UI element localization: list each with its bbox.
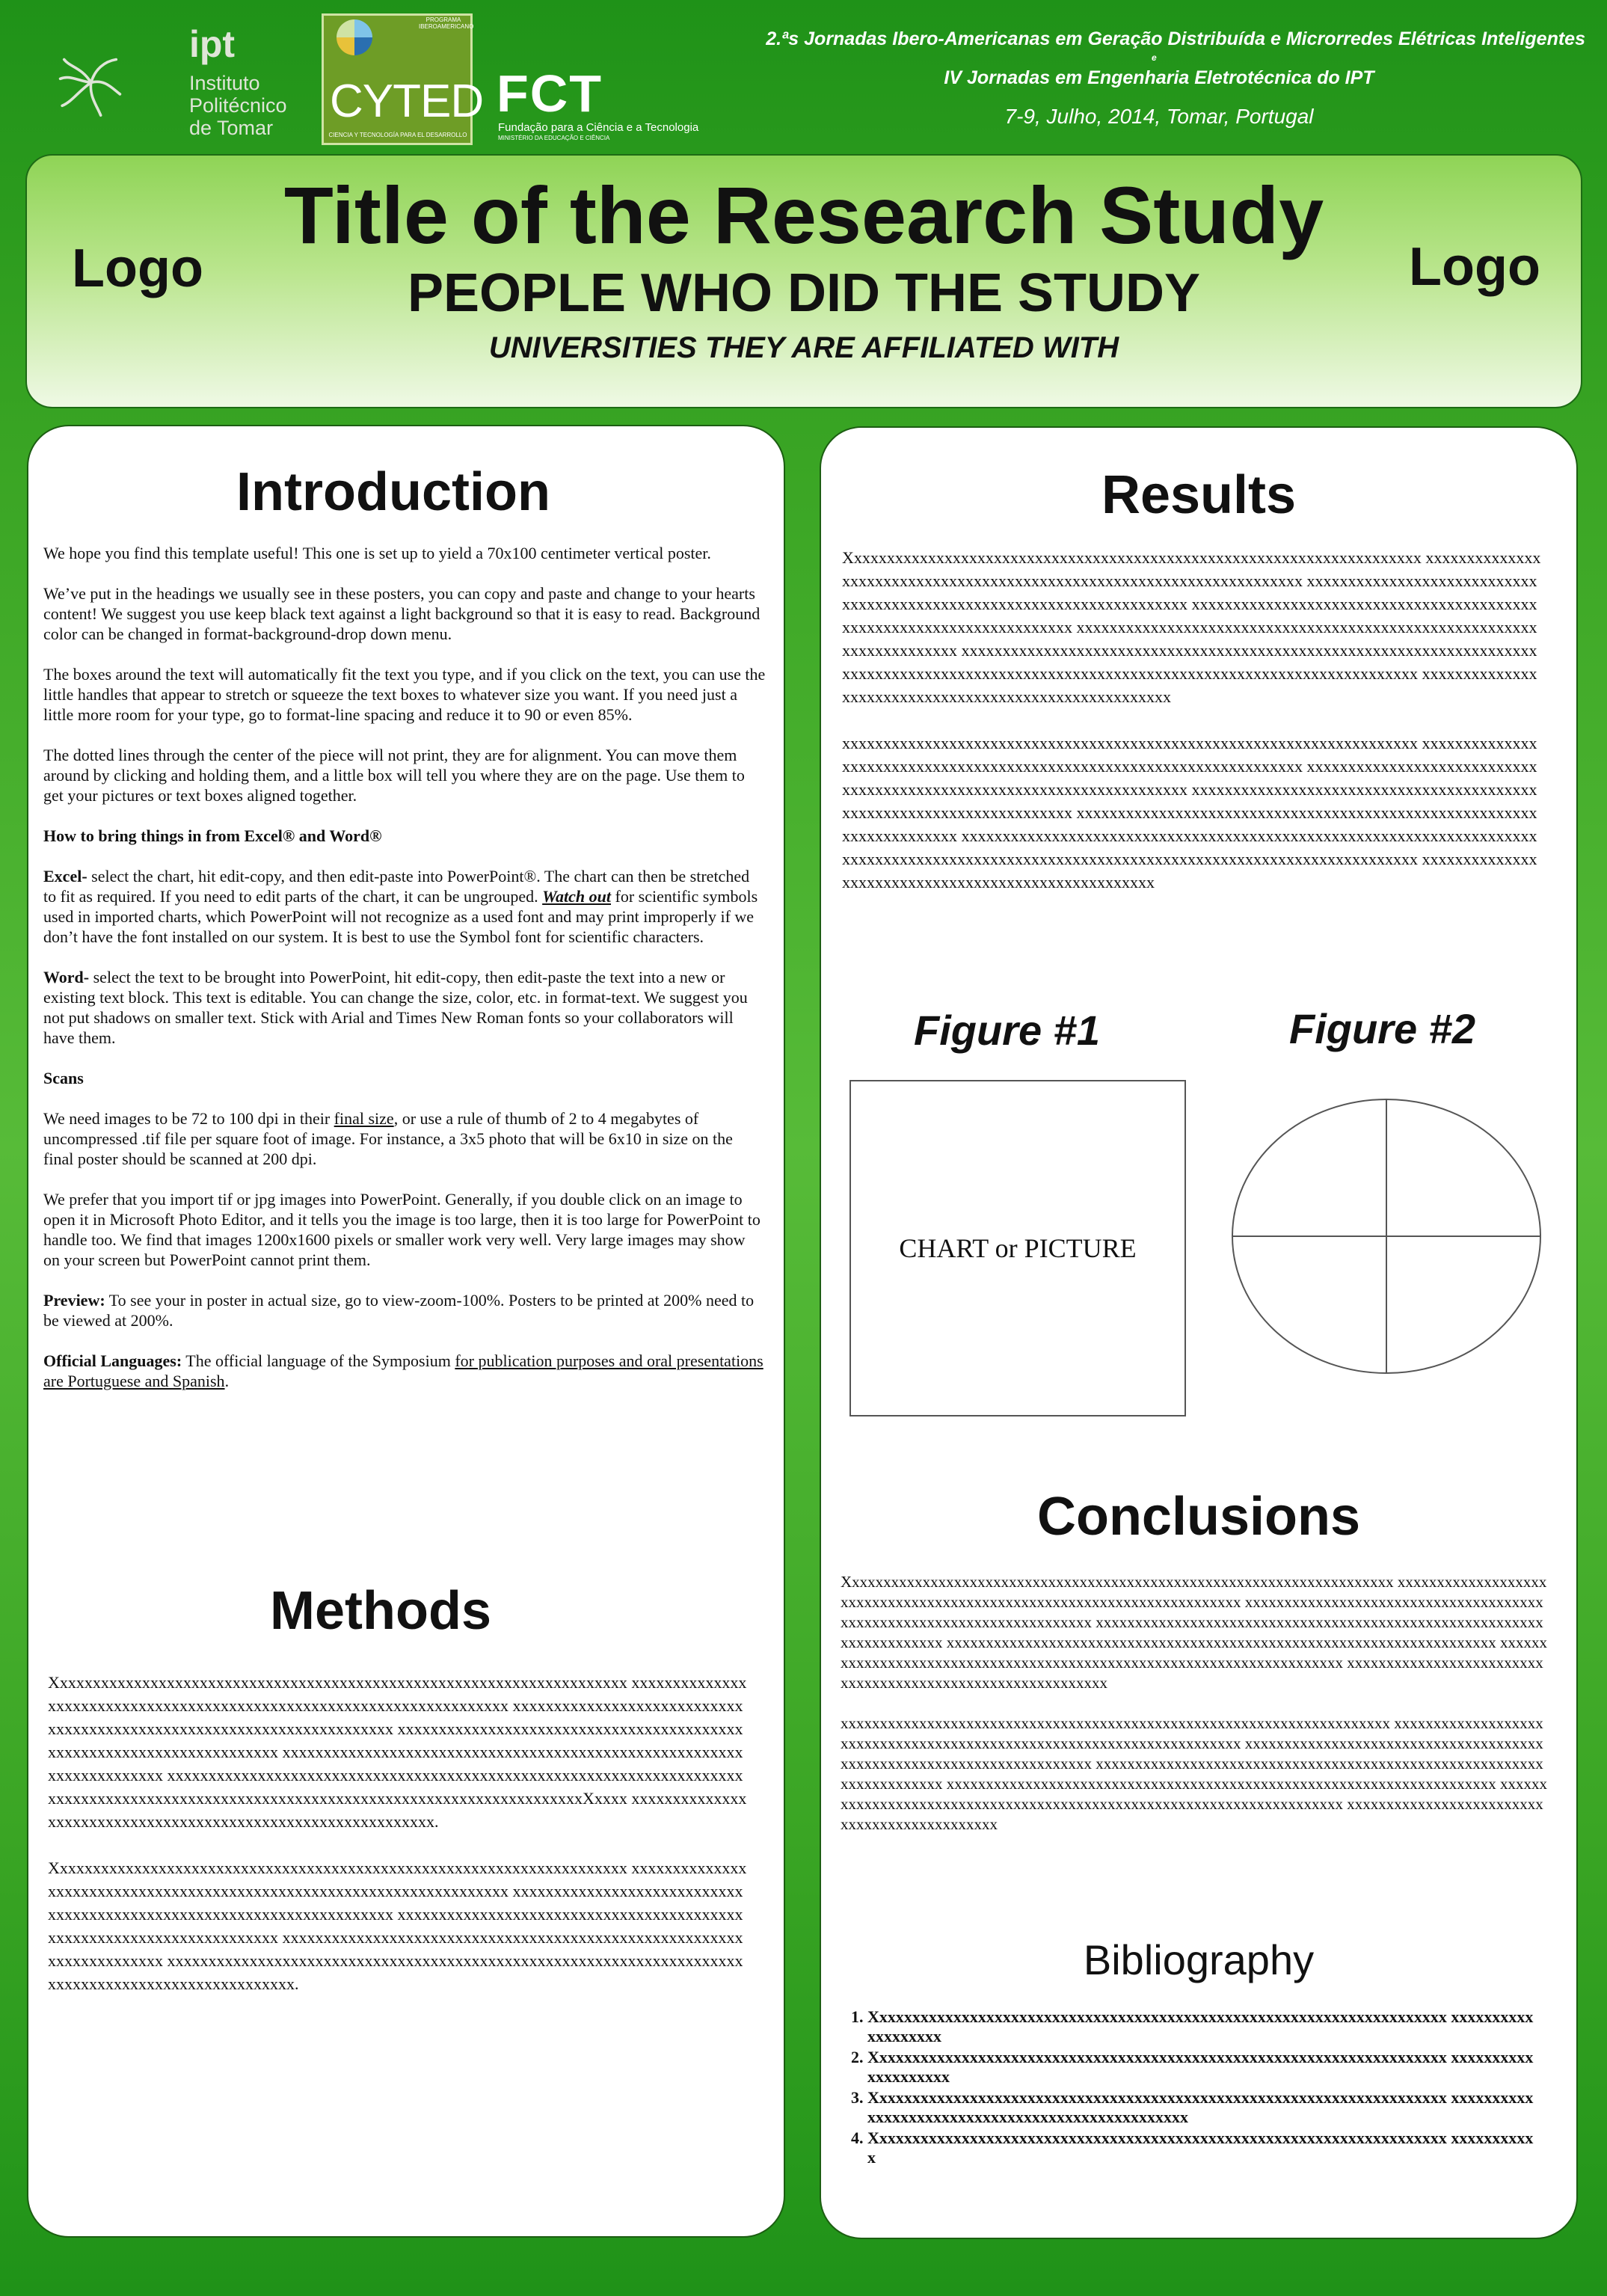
methods-heading: Methods [270, 1581, 491, 1641]
cyted-wordmark: CYTED [330, 76, 484, 127]
excel-label: Excel- [43, 867, 87, 885]
fct-wordmark: FCT [497, 64, 603, 123]
scans-text: We need images to be 72 to 100 dpi in their [43, 1109, 334, 1128]
languages-text: The official language of the Symposium [182, 1351, 455, 1370]
conference-conjunction: e [1152, 52, 1157, 63]
bibliography-item: 4. Xxxxxxxxxxxxxxxxxxxxxxxxxxxxxxxxxxxxxxxxxxxxxxxxxxxxxxxxxxxxxxxxxxxxxx xxxxxxxxxxx [867, 2128, 1540, 2167]
logo-placeholder-right: Logo [1409, 237, 1540, 297]
bibliography-list [845, 2007, 1540, 2169]
results-paragraph: Xxxxxxxxxxxxxxxxxxxxxxxxxxxxxxxxxxxxxxxxxxxxxxxxxxxxxxxxxxxxxxxxxxxxxx xxxxxxxxxxxxxxxxxxxxxxxxxxxxxxxxxxxxxxxxxxxxxxxxxxxxxxxxxxxxxxxxxxxxxx xxxxxxxxxxxxxxxxxxxxxxxxxxxxxxxxxxxxxxxxxxxxxxxxxxxxxxxxxxxxxxxxxxxxxx xxxxxxxxxxxxxxxxxxxxxxxxxxxxxxxxxxxxxxxxxxxxxxxxxxxxxxxxxxxxxxxxxxxxxx xxxxxxxxxxxxxxxxxxxxxxxxxxxxxxxxxxxxxxxxxxxxxxxxxxxxxxxxxxxxxxxxxxxxxx xxxxxxxxxxxxxxxxxxxxxxxxxxxxxxxxxxxxxxxxxxxxxxxxxxxxxxxxxxxxxxxxxxxxxx xxxxxxxxxxxxxxxxxxxxxxxxxxxxxxxxxxxxxxxxxxxxxxxxxxxxxxxxxxxxxxxxxxxxxx xxxxxxxxxxxxxxxxxxxxxxxxxxxxxxxxxxxxxxxxxxxxxxxxxxxxxx [842, 548, 1541, 706]
languages-label: Official Languages: [43, 1351, 182, 1370]
conference-title-line2: IV Jornadas em Engenharia Eletrotécnica do IPT [944, 67, 1374, 88]
intro-excel-paragraph [43, 866, 766, 947]
introduction-text [43, 543, 766, 1411]
intro-paragraph: The boxes around the text will automatically fit the text you type, and if you click on the text, you can use the little handles that appear to stretch or squeeze the text boxes to whatever size you want. If you need just a little more room for your type, go to format-line spacing and reduce it to 90 or even 85%. [43, 665, 766, 724]
intro-paragraph: We prefer that you import tif or jpg images into PowerPoint. Generally, if you double click on an image to open it in Microsoft Photo Editor, and it tells you the image is too large, then it is too large for PowerPoint to handle too. We find that images 1200x1600 pixels or smaller work very well. Very large images may show on your screen but PowerPoint cannot print them. [43, 1190, 761, 1269]
conclusions-heading: Conclusions [1036, 1487, 1361, 1547]
poster-affiliations: UNIVERSITIES THEY ARE AFFILIATED WITH [488, 331, 1119, 364]
methods-text [48, 1671, 751, 2019]
ipt-name-line: Instituto [189, 72, 260, 94]
scans-final-size: final size [334, 1109, 394, 1128]
figure-1-title: Figure #1 [914, 1007, 1100, 1054]
intro-scans-subheading [43, 1068, 766, 1088]
languages-underlined-text: for publication purposes and oral presentations are Portuguese and Spanish [43, 1351, 763, 1390]
poster-authors: PEOPLE WHO DID THE STUDY [407, 263, 1201, 323]
introduction-heading: Introduction [236, 462, 550, 522]
conclusions-paragraph: Xxxxxxxxxxxxxxxxxxxxxxxxxxxxxxxxxxxxxxxxxxxxxxxxxxxxxxxxxxxxxxxxxxxxxx xxxxxxxxxxxxxxxxxxxxxxxxxxxxxxxxxxxxxxxxxxxxxxxxxxxxxxxxxxxxxxxxxxxxxx xxxxxxxxxxxxxxxxxxxxxxxxxxxxxxxxxxxxxxxxxxxxxxxxxxxxxxxxxxxxxxxxxxxxxx xxxxxxxxxxxxxxxxxxxxxxxxxxxxxxxxxxxxxxxxxxxxxxxxxxxxxxxxxxxxxxxxxxxxxx xxxxxxxxxxxxxxxxxxxxxxxxxxxxxxxxxxxxxxxxxxxxxxxxxxxxxxxxxxxxxxxxxxxxxx xxxxxxxxxxxxxxxxxxxxxxxxxxxxxxxxxxxxxxxxxxxxxxxxxxxxxxxxxxxxxxxxxxxxxx xxxxxxxxxxxxxxxxxxxxxxxxxxxxxxxxxxxxxxxxxxxxxxxxxxxxxxxxxxx [841, 1573, 1547, 1692]
excel-text: for scientific symbols used in imported charts, which PowerPoint will not recognize as a used font and may print improperly if we don’t have the font installed on our system. It is best to use the Symbol font for scientific characters. [43, 887, 758, 946]
results-heading: Results [1101, 465, 1297, 525]
intro-scans-paragraph [43, 1108, 766, 1169]
conference-date-location: 7-9, Julho, 2014, Tomar, Portugal [1004, 105, 1314, 128]
intro-preview-paragraph [43, 1290, 766, 1330]
fct-ministry-text: MINISTÉRIO DA EDUCAÇÃO E CIÊNCIA [498, 135, 610, 141]
methods-paragraph: Xxxxxxxxxxxxxxxxxxxxxxxxxxxxxxxxxxxxxxxxxxxxxxxxxxxxxxxxxxxxxxxxxxxxxx xxxxxxxxxxxxxxxxxxxxxxxxxxxxxxxxxxxxxxxxxxxxxxxxxxxxxxxxxxxxxxxxxxxxxx xxxxxxxxxxxxxxxxxxxxxxxxxxxxxxxxxxxxxxxxxxxxxxxxxxxxxxxxxxxxxxxxxxxxxx xxxxxxxxxxxxxxxxxxxxxxxxxxxxxxxxxxxxxxxxxxxxxxxxxxxxxxxxxxxxxxxxxxxxxx xxxxxxxxxxxxxxxxxxxxxxxxxxxxxxxxxxxxxxxxxxxxxxxxxxxxxxxxxxxxxxxxxxxxxx xxxxxxxxxxxxxxxxxxxxxxxxxxxxxxxxxxxxxxxxxxxxxxxxxxxxxxxxxxxxxxxxxxxxxx xxxxxxxxxxxxxxxxxxxxxxxxxxxxxxxxxxxxxxxxxxxxxxxxxxxxxxxxxxxxxxxxxXxxxx xxxxxxxxxxxxxxxxxxxxxxxxxxxxxxxxxxxxxxxxxxxxxxxxxxxxxxxxxxxxx. [48, 1673, 747, 1831]
scans-text: , or use a rule of thumb of 2 to 4 megabytes of uncompressed .tif file per square foot of image. For instance, a 3x5 photo that will be 6x10 in size on the final poster should be scanned at 200 dpi. [43, 1109, 733, 1168]
bibliography-heading: Bibliography [1083, 1936, 1315, 1983]
intro-languages-paragraph [43, 1351, 766, 1391]
word-text: select the text to be brought into PowerPoint, hit edit-copy, then edit-paste the text into a new or existing text block. This text is editable. You can change the size, color, etc. in format-text. We suggest you not put shadows on smaller text. Stick with Arial and Times New Roman fonts so your collaborators will have them. [43, 968, 748, 1047]
intro-paragraph: We’ve put in the headings we usually see in these posters, you can copy and paste and change to your hearts content! We suggest you use keep black text against a light background so that it is easy to read. Background color can be changed in format-background-drop down menu. [43, 584, 761, 643]
figure-2-pie-placeholder [1229, 1096, 1543, 1376]
cyted-subtitle: CIENCIA Y TECNOLOGÍA PARA EL DESARROLLO [328, 132, 467, 138]
results-text [842, 546, 1545, 917]
bibliography-item: 2. Xxxxxxxxxxxxxxxxxxxxxxxxxxxxxxxxxxxxxxxxxxxxxxxxxxxxxxxxxxxxxxxxxxxxxx xxxxxxxxxxxxxxxxxxxx [867, 2048, 1540, 2087]
scans-label: Scans [43, 1069, 84, 1087]
ipt-logo-icon [58, 21, 185, 148]
preview-label: Preview: [43, 1291, 105, 1310]
conclusions-text [841, 1572, 1548, 1858]
intro-paragraph: We hope you find this template useful! This one is set up to yield a 70x100 centimeter vertical poster. [43, 544, 711, 562]
intro-subheading [43, 826, 766, 846]
intro-paragraph: The dotted lines through the center of the piece will not print, they are for alignment. You can move them around by clicking and holding them, and a little box will tell you where they are on the page. Use them to get your pictures or text boxes aligned together. [43, 746, 745, 805]
ipt-institution-name [189, 72, 287, 139]
ipt-wordmark: ipt [189, 23, 236, 65]
figure-1-placeholder-label: CHART or PICTURE [899, 1233, 1137, 1263]
poster-title: Title of the Research Study [283, 170, 1324, 260]
bibliography-item: 1. Xxxxxxxxxxxxxxxxxxxxxxxxxxxxxxxxxxxxxxxxxxxxxxxxxxxxxxxxxxxxxxxxxxxxxx xxxxxxxxxxxxxxxxxxx [867, 2007, 1540, 2046]
excel-text: select the chart, hit edit-copy, and then edit-paste into PowerPoint®. The chart can then be stretched to fit as required. If you need to edit parts of the chart, it can be ungrouped. [43, 867, 750, 906]
languages-text: . [224, 1372, 230, 1390]
ipt-name-line: de Tomar [189, 117, 274, 139]
fct-subtitle: Fundação para a Ciência e a Tecnologia [498, 121, 699, 134]
cyted-program-text: PROGRAMA IBEROAMERICANO [419, 16, 474, 30]
ipt-name-line: Politécnico [189, 94, 287, 117]
intro-subheading-text: How to bring things in from Excel® and Word® [43, 826, 382, 845]
cyted-emblem-icon [335, 18, 374, 57]
intro-word-paragraph [43, 967, 766, 1048]
figure-2-title: Figure #2 [1289, 1005, 1475, 1052]
logo-placeholder-left: Logo [72, 239, 203, 298]
conclusions-paragraph: xxxxxxxxxxxxxxxxxxxxxxxxxxxxxxxxxxxxxxxxxxxxxxxxxxxxxxxxxxxxxxxxxxxxxx xxxxxxxxxxxxxxxxxxxxxxxxxxxxxxxxxxxxxxxxxxxxxxxxxxxxxxxxxxxxxxxxxxxxxx xxxxxxxxxxxxxxxxxxxxxxxxxxxxxxxxxxxxxxxxxxxxxxxxxxxxxxxxxxxxxxxxxxxxxx xxxxxxxxxxxxxxxxxxxxxxxxxxxxxxxxxxxxxxxxxxxxxxxxxxxxxxxxxxxxxxxxxxxxxx xxxxxxxxxxxxxxxxxxxxxxxxxxxxxxxxxxxxxxxxxxxxxxxxxxxxxxxxxxxxxxxxxxxxxx xxxxxxxxxxxxxxxxxxxxxxxxxxxxxxxxxxxxxxxxxxxxxxxxxxxxxxxxxxxxxxxxxxxxxx xxxxxxxxxxxxxxxxxxxxxxxxxxxxxxxxxxxxxxxxxxxxx [841, 1714, 1547, 1833]
word-label: Word- [43, 968, 90, 986]
preview-text: To see your in poster in actual size, go to view-zoom-100%. Posters to be printed at 200% need to be viewed at 200%. [43, 1291, 755, 1330]
results-paragraph: xxxxxxxxxxxxxxxxxxxxxxxxxxxxxxxxxxxxxxxxxxxxxxxxxxxxxxxxxxxxxxxxxxxxxx xxxxxxxxxxxxxxxxxxxxxxxxxxxxxxxxxxxxxxxxxxxxxxxxxxxxxxxxxxxxxxxxxxxxxx xxxxxxxxxxxxxxxxxxxxxxxxxxxxxxxxxxxxxxxxxxxxxxxxxxxxxxxxxxxxxxxxxxxxxx xxxxxxxxxxxxxxxxxxxxxxxxxxxxxxxxxxxxxxxxxxxxxxxxxxxxxxxxxxxxxxxxxxxxxx xxxxxxxxxxxxxxxxxxxxxxxxxxxxxxxxxxxxxxxxxxxxxxxxxxxxxxxxxxxxxxxxxxxxxx xxxxxxxxxxxxxxxxxxxxxxxxxxxxxxxxxxxxxxxxxxxxxxxxxxxxxxxxxxxxxxxxxxxxxx xxxxxxxxxxxxxxxxxxxxxxxxxxxxxxxxxxxxxxxxxxxxxxxxxxxxxxxxxxxxxxxxxxxxxx xxxxxxxxxxxxxxxxxxxxxxxxxxxxxxxxxxxxxxxxxxxxxxxxxxxx [842, 734, 1537, 891]
bibliography-item: 3. Xxxxxxxxxxxxxxxxxxxxxxxxxxxxxxxxxxxxxxxxxxxxxxxxxxxxxxxxxxxxxxxxxxxxxx xxxxxxxxxxxxxxxxxxxxxxxxxxxxxxxxxxxxxxxxxxxxxxxxx [867, 2088, 1540, 2127]
methods-paragraph: Xxxxxxxxxxxxxxxxxxxxxxxxxxxxxxxxxxxxxxxxxxxxxxxxxxxxxxxxxxxxxxxxxxxxxx xxxxxxxxxxxxxxxxxxxxxxxxxxxxxxxxxxxxxxxxxxxxxxxxxxxxxxxxxxxxxxxxxxxxxx xxxxxxxxxxxxxxxxxxxxxxxxxxxxxxxxxxxxxxxxxxxxxxxxxxxxxxxxxxxxxxxxxxxxxx xxxxxxxxxxxxxxxxxxxxxxxxxxxxxxxxxxxxxxxxxxxxxxxxxxxxxxxxxxxxxxxxxxxxxx xxxxxxxxxxxxxxxxxxxxxxxxxxxxxxxxxxxxxxxxxxxxxxxxxxxxxxxxxxxxxxxxxxxxxx xxxxxxxxxxxxxxxxxxxxxxxxxxxxxxxxxxxxxxxxxxxxxxxxxxxxxxxxxxxxxxxxxxxxxx xxxxxxxxxxxxxxxxxxxxxxxxxxxxxx. [48, 1858, 747, 1993]
watch-out-text: Watch out [542, 887, 612, 906]
conference-title-line1: 2.ªs Jornadas Ibero-Americanas em Geração Distribuída e Microrredes Elétricas Inteligentes [766, 28, 1585, 49]
